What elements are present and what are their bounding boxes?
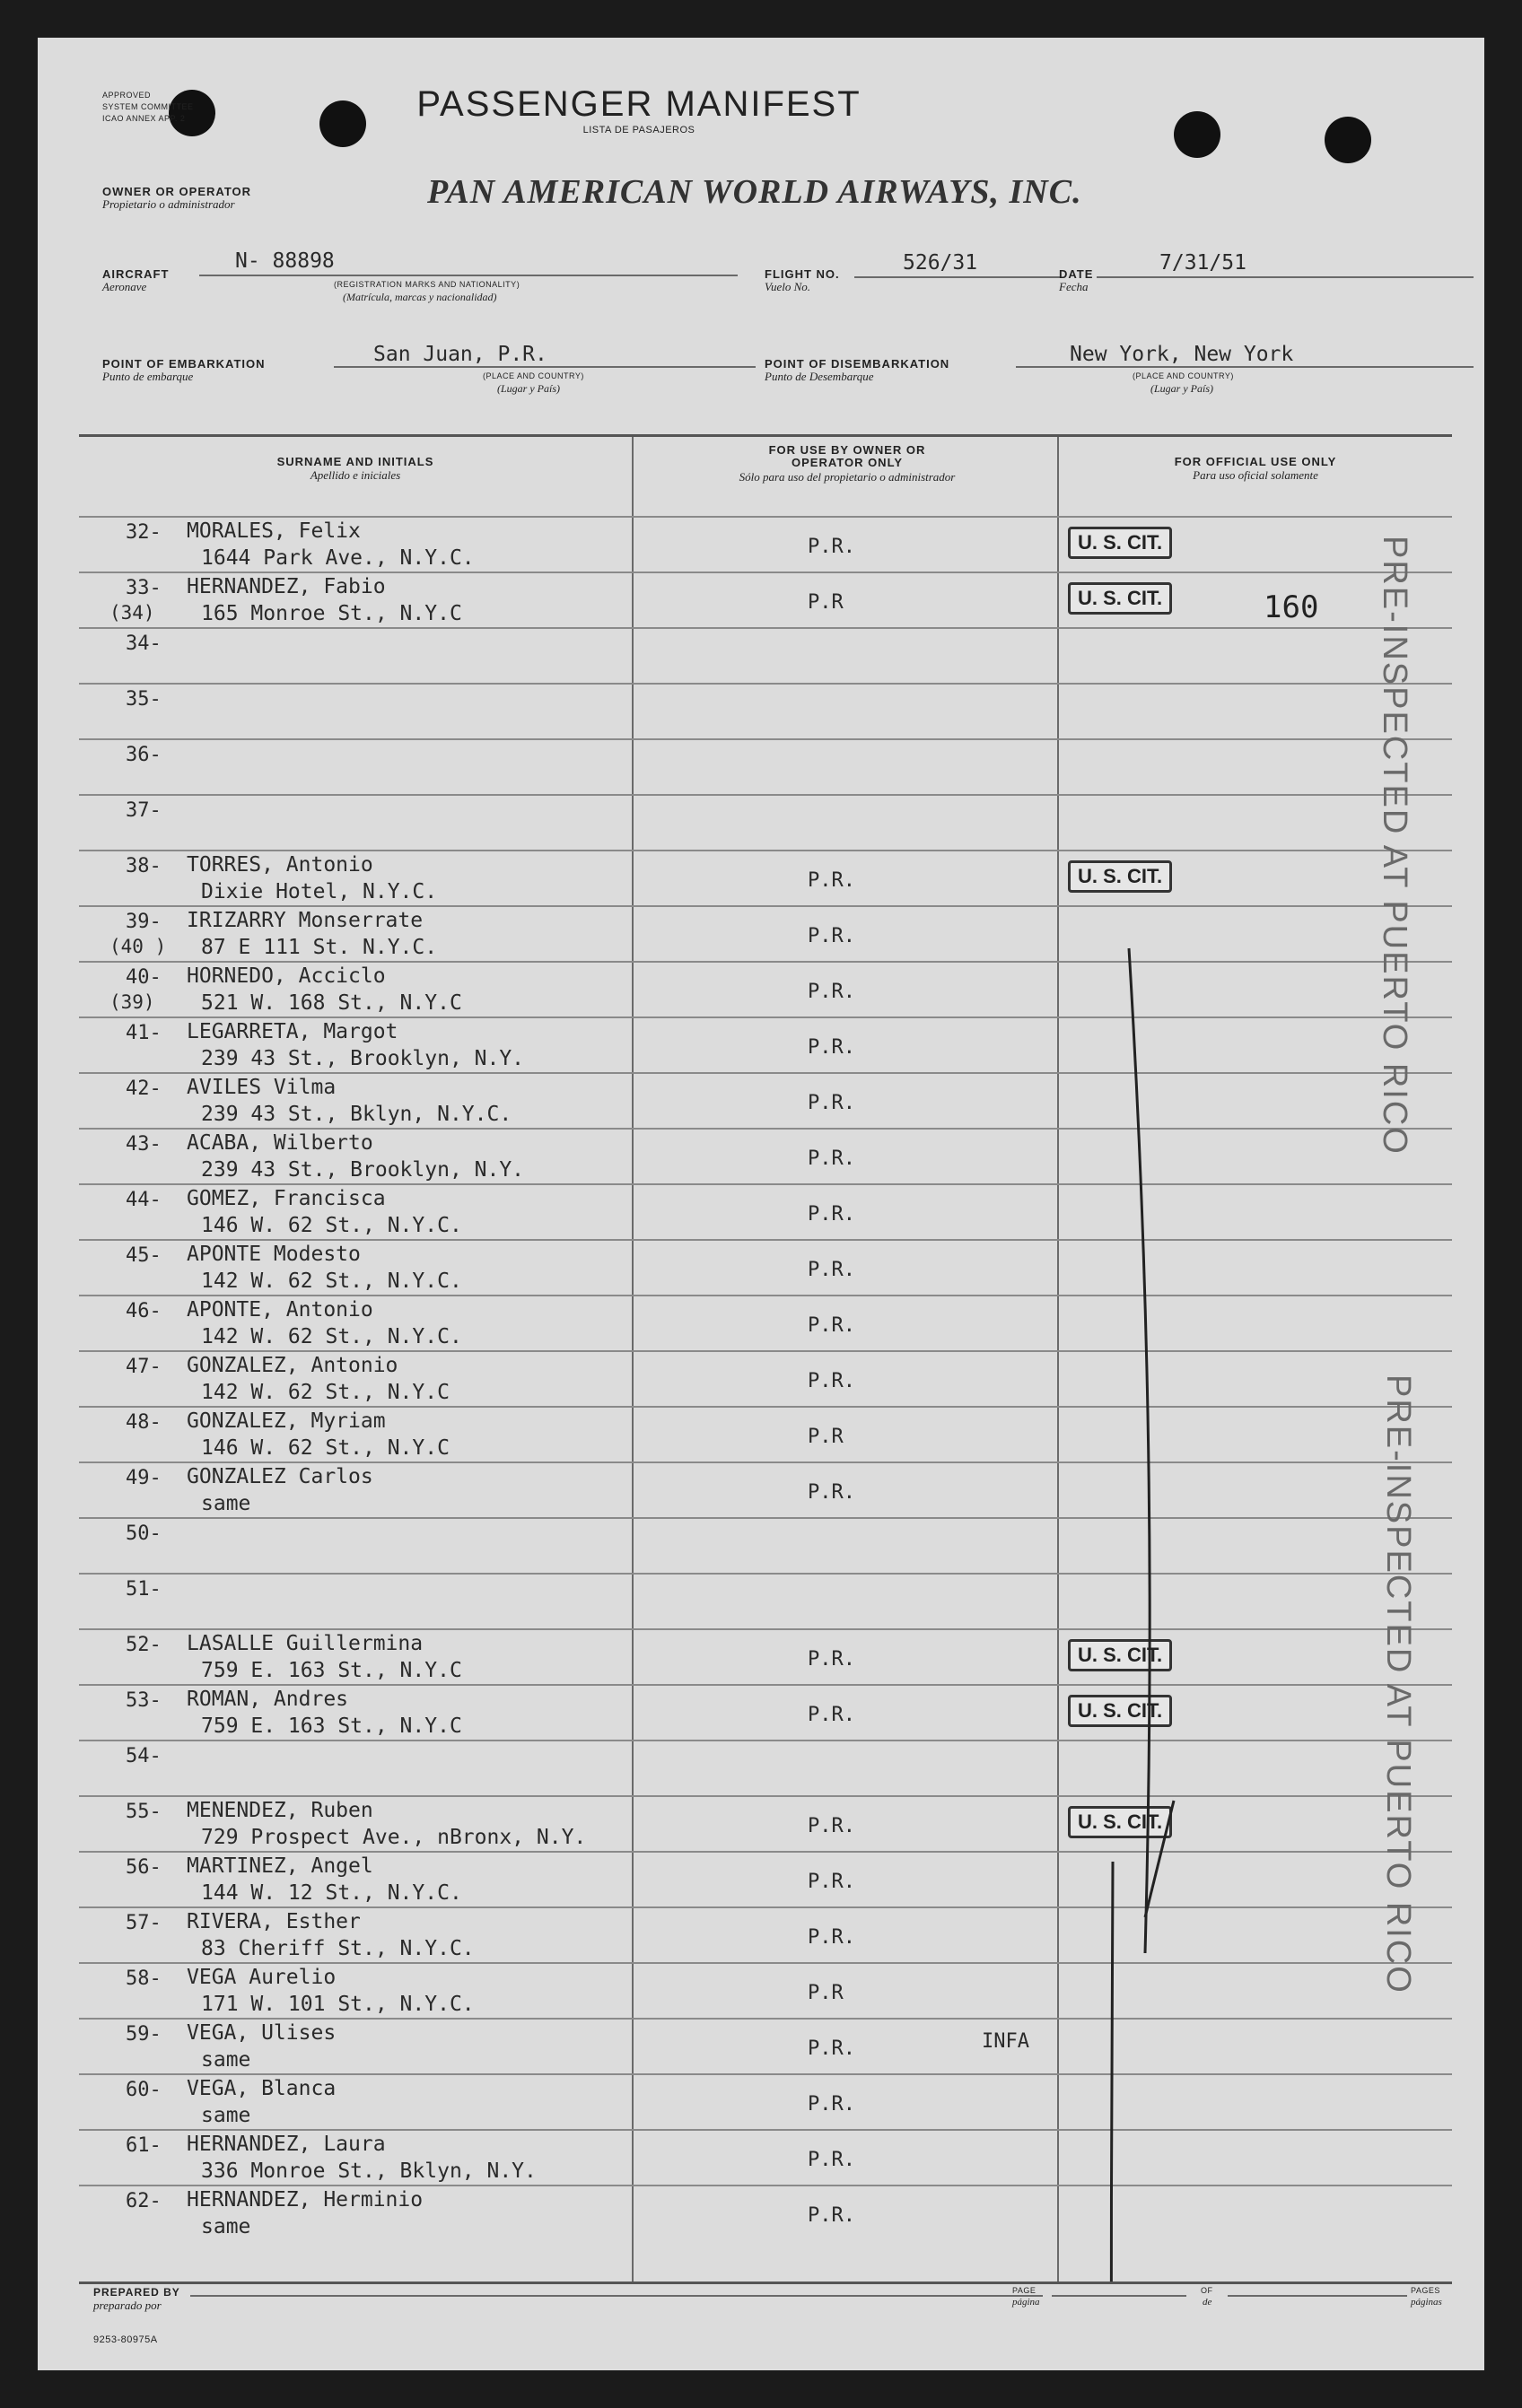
disembark-label: POINT OF DISEMBARKATION: [765, 357, 950, 371]
row-number: 56-: [126, 1856, 162, 1879]
passenger-name: APONTE, Antonio: [187, 1298, 373, 1322]
origin-code: P.R.: [808, 2037, 855, 2060]
passenger-name: GONZALEZ, Antonio: [187, 1354, 398, 1377]
origin-code: P.R.: [808, 1147, 855, 1170]
passenger-address: 239 43 St., Brooklyn, N.Y.: [201, 1158, 525, 1182]
row-number: 35-: [126, 688, 162, 711]
passenger-name: MARTINEZ, Angel: [187, 1854, 373, 1878]
aircraft-value: N- 88898: [235, 249, 335, 273]
passenger-name: HERNANDEZ, Fabio: [187, 575, 386, 598]
of-label: OF: [1201, 2286, 1213, 2295]
registration-label-es: (Matrícula, marcas y nacionalidad): [343, 291, 497, 303]
passenger-address: 142 W. 62 St., N.Y.C.: [201, 1325, 462, 1348]
row-number: 51-: [126, 1578, 162, 1601]
col-header-text: FOR OFFICIAL USE ONLY: [1174, 455, 1337, 468]
row-alt-number: (40 ): [109, 936, 167, 957]
col-header-text-es: Sólo para uso del propietario o administrador: [739, 470, 956, 484]
punch-hole-icon: [1174, 111, 1220, 158]
row-number: 33-: [126, 577, 162, 599]
passenger-address: 87 E 111 St. N.Y.C.: [201, 936, 438, 959]
row-number: 45-: [126, 1244, 162, 1267]
passenger-name: MENENDEZ, Ruben: [187, 1799, 373, 1822]
origin-code: P.R: [808, 1426, 844, 1448]
row-number: 59-: [126, 2023, 162, 2046]
passenger-name: GOMEZ, Francisca: [187, 1187, 386, 1210]
row-number: 44-: [126, 1189, 162, 1211]
disembark-value: New York, New York: [1070, 343, 1294, 366]
passenger-address: 165 Monroe St., N.Y.C: [201, 602, 462, 625]
row-number: 62-: [126, 2190, 162, 2212]
pages-label: PAGES: [1411, 2286, 1440, 2295]
passenger-address: 1644 Park Ave., N.Y.C.: [201, 546, 475, 570]
date-label: DATE: [1059, 267, 1094, 281]
page-title: PASSENGER MANIFEST: [416, 84, 862, 124]
passenger-name: VEGA Aurelio: [187, 1966, 337, 1989]
passenger-name: AVILES Vilma: [187, 1076, 337, 1099]
prepared-label-es: preparado por: [93, 2299, 162, 2312]
col-header-text: SURNAME AND INITIALS: [276, 455, 434, 468]
origin-code: P.R.: [808, 2149, 855, 2171]
col-header-text: FOR USE BY OWNER OR OPERATOR ONLY: [768, 443, 926, 469]
passenger-name: VEGA, Blanca: [187, 2077, 337, 2100]
approval-line: APPROVED: [102, 91, 152, 100]
aircraft-label-es: Aeronave: [102, 280, 147, 293]
row-number: 49-: [126, 1467, 162, 1489]
origin-code: P.R.: [808, 869, 855, 892]
origin-code: P.R.: [808, 1203, 855, 1226]
title-block: [397, 84, 881, 135]
owner-value: PAN AMERICAN WORLD AIRWAYS, INC.: [427, 173, 1082, 211]
row-number: 39-: [126, 911, 162, 933]
embark-place-label-es: (Lugar y País): [497, 382, 560, 395]
passenger-address: 729 Prospect Ave., nBronx, N.Y.: [201, 1826, 587, 1849]
passenger-address: same: [201, 2048, 251, 2072]
disembark-label-es: Punto de Desembarque: [765, 370, 874, 383]
origin-code: P.R.: [808, 1704, 855, 1726]
row-number: 60-: [126, 2079, 162, 2101]
row-number: 58-: [126, 1967, 162, 1990]
passenger-address: same: [201, 1492, 251, 1515]
row-number: 50-: [126, 1522, 162, 1545]
origin-code: P.R.: [808, 1092, 855, 1114]
passenger-name: RIVERA, Esther: [187, 1910, 361, 1933]
col-header-text-es: Para uso oficial solamente: [1193, 468, 1318, 482]
passenger-address: Dixie Hotel, N.Y.C.: [201, 880, 438, 903]
passenger-name: TORRES, Antonio: [187, 853, 373, 877]
passenger-name: IRIZARRY Monserrate: [187, 909, 424, 932]
us-citizen-stamp: U. S. CIT.: [1068, 1806, 1172, 1838]
passenger-name: HERNANDEZ, Herminio: [187, 2188, 424, 2212]
passenger-address: 142 W. 62 St., N.Y.C: [201, 1381, 450, 1404]
row-number: 55-: [126, 1801, 162, 1823]
passenger-address: 521 W. 168 St., N.Y.C: [201, 991, 462, 1015]
row-number: 32-: [126, 521, 162, 544]
passenger-address: 239 43 St., Bklyn, N.Y.C.: [201, 1103, 512, 1126]
row-number: 43-: [126, 1133, 162, 1156]
passenger-name: HERNANDEZ, Laura: [187, 2133, 386, 2156]
us-citizen-stamp: U. S. CIT.: [1068, 1695, 1172, 1727]
embark-place-label: (PLACE AND COUNTRY): [483, 371, 584, 380]
passenger-address: 146 W. 62 St., N.Y.C.: [201, 1214, 462, 1237]
passenger-name: ACABA, Wilberto: [187, 1131, 373, 1155]
row-number: 42-: [126, 1077, 162, 1100]
of-label-es: de: [1203, 2297, 1212, 2308]
passenger-name: GONZALEZ Carlos: [187, 1465, 373, 1488]
embark-label-es: Punto de embarque: [102, 370, 194, 383]
approval-line: ICAO ANNEX APP. 2: [102, 114, 186, 123]
passenger-name: HORNEDO, Acciclo: [187, 964, 386, 988]
row-number: 38-: [126, 855, 162, 877]
col-header-text-es: Apellido e iniciales: [310, 468, 401, 482]
origin-code: P.R.: [808, 1648, 855, 1671]
origin-code: P.R.: [808, 1370, 855, 1392]
origin-code: P.R.: [808, 1871, 855, 1893]
passenger-name: LEGARRETA, Margot: [187, 1020, 398, 1043]
passenger-address: same: [201, 2104, 251, 2127]
disembark-place-label: (PLACE AND COUNTRY): [1133, 371, 1234, 380]
registration-label: (REGISTRATION MARKS AND NATIONALITY): [334, 280, 520, 289]
page-subtitle: LISTA DE PASAJEROS: [582, 125, 695, 135]
passenger-name: MORALES, Felix: [187, 519, 361, 543]
row-number: 41-: [126, 1022, 162, 1044]
passenger-name: VEGA, Ulises: [187, 2021, 337, 2045]
passenger-address: 239 43 St., Brooklyn, N.Y.: [201, 1047, 525, 1070]
row-alt-number: (34): [109, 602, 155, 624]
passenger-address: 142 W. 62 St., N.Y.C.: [201, 1269, 462, 1293]
embark-value: San Juan, P.R.: [373, 343, 547, 366]
row-number: 47-: [126, 1356, 162, 1378]
passenger-address: 83 Cheriff St., N.Y.C.: [201, 1937, 475, 1960]
official-check-marks: [79, 437, 1452, 2281]
flight-label: FLIGHT NO.: [765, 267, 840, 281]
passenger-address: same: [201, 2215, 251, 2238]
page-label: PAGE: [1012, 2286, 1037, 2295]
pages-label-es: páginas: [1411, 2297, 1442, 2308]
passenger-address: 171 W. 101 St., N.Y.C.: [201, 1993, 475, 2016]
pre-inspected-stamp: PRE-INSPECTED AT PUERTO RICO: [1376, 536, 1413, 1156]
us-citizen-stamp: U. S. CIT.: [1068, 1639, 1172, 1671]
origin-code: P.R.: [808, 536, 855, 558]
passenger-name: APONTE Modesto: [187, 1243, 361, 1266]
origin-code: P.R.: [808, 1815, 855, 1837]
row-number: 57-: [126, 1912, 162, 1934]
punch-hole-icon: [319, 100, 366, 147]
origin-code: P.R.: [808, 981, 855, 1003]
us-citizen-stamp: U. S. CIT.: [1068, 582, 1172, 615]
origin-code: P.R.: [808, 2204, 855, 2227]
row-number: 46-: [126, 1300, 162, 1322]
origin-code: P.R.: [808, 1036, 855, 1059]
approval-line: SYSTEM COMMITTEE: [102, 102, 194, 111]
flight-value: 526/31: [903, 251, 978, 275]
form-number: 9253-80975A: [93, 2334, 158, 2345]
date-label-es: Fecha: [1059, 280, 1089, 293]
origin-code: P.R.: [808, 1314, 855, 1337]
us-citizen-stamp: U. S. CIT.: [1068, 860, 1172, 893]
manifest-sheet: [38, 38, 1484, 2370]
infa-note: INFA: [982, 2030, 1029, 2053]
row-number: 48-: [126, 1411, 162, 1434]
passenger-address: 146 W. 62 St., N.Y.C: [201, 1436, 450, 1460]
origin-code: P.R.: [808, 2093, 855, 2116]
passenger-address: 759 E. 163 St., N.Y.C: [201, 1659, 462, 1682]
row-number: 54-: [126, 1745, 162, 1767]
owner-label-es: Propietario o administrador: [102, 197, 235, 211]
owner-label: OWNER OR OPERATOR: [102, 185, 252, 198]
row-number: 40-: [126, 966, 162, 989]
us-citizen-stamp: U. S. CIT.: [1068, 527, 1172, 559]
manifest-table: [79, 434, 1452, 2284]
prepared-label: PREPARED BY: [93, 2286, 180, 2299]
punch-hole-icon: [1325, 117, 1371, 163]
row-number: 37-: [126, 799, 162, 822]
disembark-place-label-es: (Lugar y País): [1150, 382, 1213, 395]
origin-code: P.R.: [808, 1926, 855, 1949]
flight-label-es: Vuelo No.: [765, 280, 811, 293]
official-count: 160: [1264, 589, 1319, 625]
passenger-address: 144 W. 12 St., N.Y.C.: [201, 1881, 462, 1905]
origin-code: P.R: [808, 591, 844, 614]
row-number: 34-: [126, 633, 162, 655]
row-alt-number: (39): [109, 991, 155, 1013]
origin-code: P.R: [808, 1982, 844, 2004]
origin-code: P.R.: [808, 1259, 855, 1281]
row-number: 52-: [126, 1634, 162, 1656]
pre-inspected-stamp: PRE-INSPECTED AT PUERTO RICO: [1379, 1374, 1417, 1994]
approval-block: [102, 90, 194, 125]
passenger-name: LASALLE Guillermina: [187, 1632, 424, 1655]
row-number: 36-: [126, 744, 162, 766]
aircraft-label: AIRCRAFT: [102, 267, 170, 281]
passenger-name: GONZALEZ, Myriam: [187, 1409, 386, 1433]
passenger-address: 759 E. 163 St., N.Y.C: [201, 1714, 462, 1738]
passenger-address: 336 Monroe St., Bklyn, N.Y.: [201, 2159, 537, 2183]
date-value: 7/31/51: [1159, 251, 1246, 275]
row-number: 61-: [126, 2134, 162, 2157]
passenger-name: ROMAN, Andres: [187, 1688, 349, 1711]
row-number: 53-: [126, 1689, 162, 1712]
embark-label: POINT OF EMBARKATION: [102, 357, 266, 371]
origin-code: P.R.: [808, 925, 855, 947]
page-label-es: página: [1012, 2297, 1040, 2308]
origin-code: P.R.: [808, 1481, 855, 1504]
